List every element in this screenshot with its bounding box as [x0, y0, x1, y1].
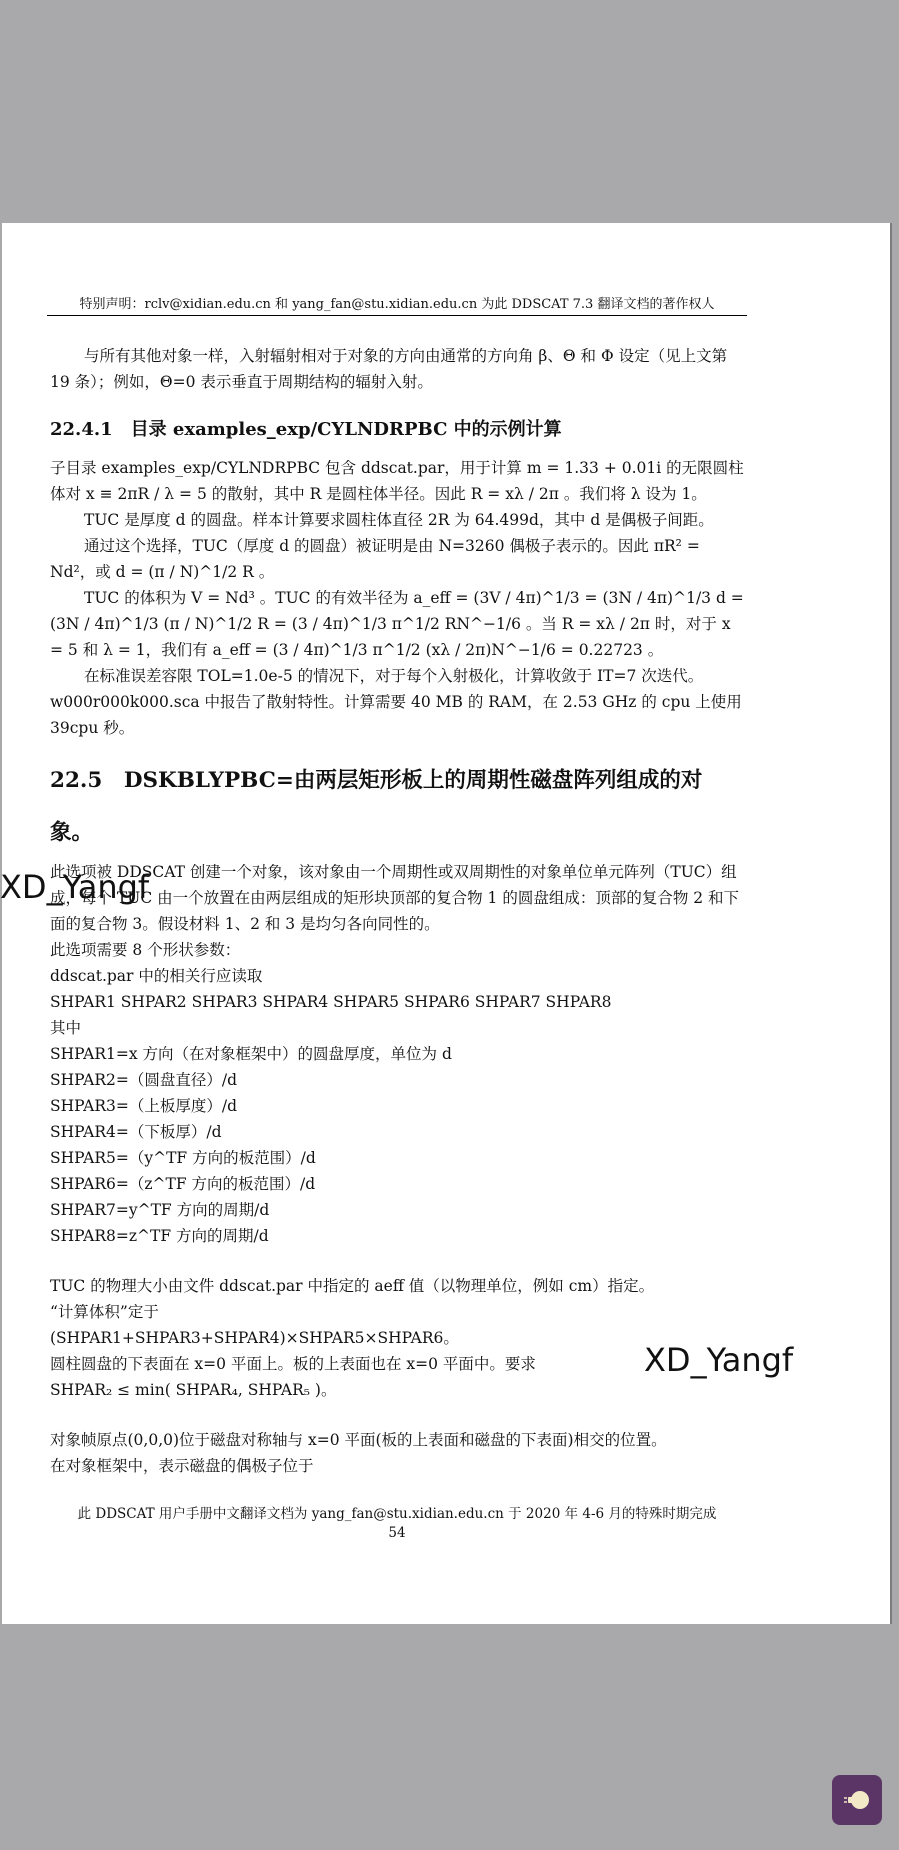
volume-formula: (SHPAR1+SHPAR3+SHPAR4)×SHPAR5×SHPAR6。 [50, 1329, 459, 1347]
shape-param-line: SHPAR1=x 方向（在对象框架中）的圆盘厚度，单位为 d [50, 1045, 452, 1063]
lightbulb-icon [842, 1788, 872, 1812]
document-page [2, 223, 892, 1624]
shape-param-line: SHPAR6=（z^TF 方向的板范围）/d [50, 1175, 316, 1193]
shape-param-line: ddscat.par 中的相关行应读取 [50, 967, 263, 985]
shape-param-line: SHPAR5=（y^TF 方向的板范围）/d [50, 1149, 316, 1167]
section-22-4-1-p1: 子目录 examples_exp/CYLNDRPBC 包含 ddscat.par，用于计算 m = 1.33 + 0.01i 的无限圆柱体对 x ≡ 2πR / λ = 5 的散射，其中 R 是圆柱体半径。因此 R = xλ / 2π 。我们将 λ 设为 1。 [50, 459, 744, 503]
section-22-4-1-p2: TUC 是厚度 d 的圆盘。样本计算要求圆柱体直径 2R 为 64.499d，其中 d 是偶极子间距。 [84, 511, 714, 529]
section-22-4-1-p5: 在标准误差容限 TOL=1.0e-5 的情况下，对于每个入射极化，计算收敛于 IT=7 次迭代。w000r000k000.sca 中报告了散射特性。计算需要 40 MB 的 RAM，在 2.53 GHz 的 cpu 上使用 39cpu 秒。 [50, 667, 742, 737]
assistant-button[interactable] [832, 1775, 882, 1825]
shape-param-line: 此选项需要 8 个形状参数： [50, 941, 241, 959]
page-body [50, 343, 745, 1479]
volume-label: “计算体积”定于 [50, 1303, 159, 1321]
watermark-text: XD_Yangf [644, 1341, 794, 1379]
section-22-5-heading [50, 755, 745, 859]
tuc-size-paragraph: TUC 的物理大小由文件 ddscat.par 中指定的 aeff 值（以物理单位，例如 cm）指定。 [50, 1277, 655, 1295]
shape-param-line: SHPAR4=（下板厚）/d [50, 1123, 222, 1141]
section-22-5-heading-line1: 22.5 DSKBLYPBC=由两层矩形板上的周期性磁盘阵列组成的对 [50, 768, 703, 793]
cylinder-paragraph: 圆柱圆盘的下表面在 x=0 平面上。板的上表面也在 x=0 平面中。要求 [50, 1355, 536, 1373]
section-22-4-1-heading: 22.4.1 目录 examples_exp/CYLNDRPBC 中的示例计算 [50, 419, 562, 440]
watermark-text: XD_Yangf [0, 868, 150, 906]
shape-param-line: 其中 [50, 1019, 82, 1037]
footer-note: 此 DDSCAT 用户手册中文翻译文档为 yang_fan@stu.xidian.edu.cn 于 2020 年 4-6 月的特殊时期完成 [77, 1506, 717, 1522]
page-number: 54 [388, 1525, 406, 1541]
shape-param-line: SHPAR7=y^TF 方向的周期/d [50, 1201, 270, 1219]
shape-param-line: SHPAR2=（圆盘直径）/d [50, 1071, 237, 1089]
shape-param-line: SHPAR1 SHPAR2 SHPAR3 SHPAR4 SHPAR5 SHPAR6 SHPAR7 SHPAR8 [50, 993, 612, 1011]
shape-param-line: SHPAR3=（上板厚度）/d [50, 1097, 237, 1115]
page-header: 特别声明：rclv@xidian.edu.cn 和 yang_fan@stu.xidian.edu.cn 为此 DDSCAT 7.3 翻译文档的著作权人 [47, 293, 747, 316]
dipoles-paragraph: 在对象框架中，表示磁盘的偶极子位于 [50, 1457, 314, 1475]
dskblypbc-description: 此选项被 DDSCAT 创建一个对象，该对象由一个周期性或双周期性的对象单位单元阵列（TUC）组成，每个 TUC 由一个放置在由两层组成的矩形块顶部的复合物 1 的圆盘组成：顶部的复合物 2 和下面的复合物 3。假设材料 1、2 和 3 是均匀各向同性的。 [50, 863, 740, 933]
section-22-5-heading-line2: 象。 [50, 820, 94, 845]
intro-paragraph: 与所有其他对象一样，入射辐射相对于对象的方向由通常的方向角 β、Θ 和 Φ 设定（见上文第 19 条）；例如，Θ=0 表示垂直于周期结构的辐射入射。 [50, 347, 728, 391]
shape-param-line: SHPAR8=z^TF 方向的周期/d [50, 1227, 269, 1245]
constraint-formula: SHPAR₂ ≤ min( SHPAR₄, SHPAR₅ )。 [50, 1381, 337, 1399]
section-22-4-1-p3: 通过这个选择，TUC（厚度 d 的圆盘）被证明是由 N=3260 偶极子表示的。因此 πR² = Nd²，或 d = (π / N)^1/2 R 。 [50, 537, 700, 581]
origin-paragraph: 对象帧原点(0,0,0)位于磁盘对称轴与 x=0 平面(板的上表面和磁盘的下表面)相交的位置。 [50, 1431, 667, 1449]
page-footer [47, 1505, 747, 1543]
section-22-4-1-p4: TUC 的体积为 V = Nd³ 。TUC 的有效半径为 a_eff = (3V / 4π)^1/3 = (3N / 4π)^1/3 d = (3N / 4π)^1/3 (π / N)^1/2 R = (3 / 4π)^1/3 π^1/2 RN^−1/6 。当 R = xλ / 2π 时，对于 x = 5 和 λ = 1，我们有 a_eff = (3 / 4π)^1/3 π^1/2 (xλ / 2π)N^−1/6 = 0.22723 。 [50, 589, 744, 659]
